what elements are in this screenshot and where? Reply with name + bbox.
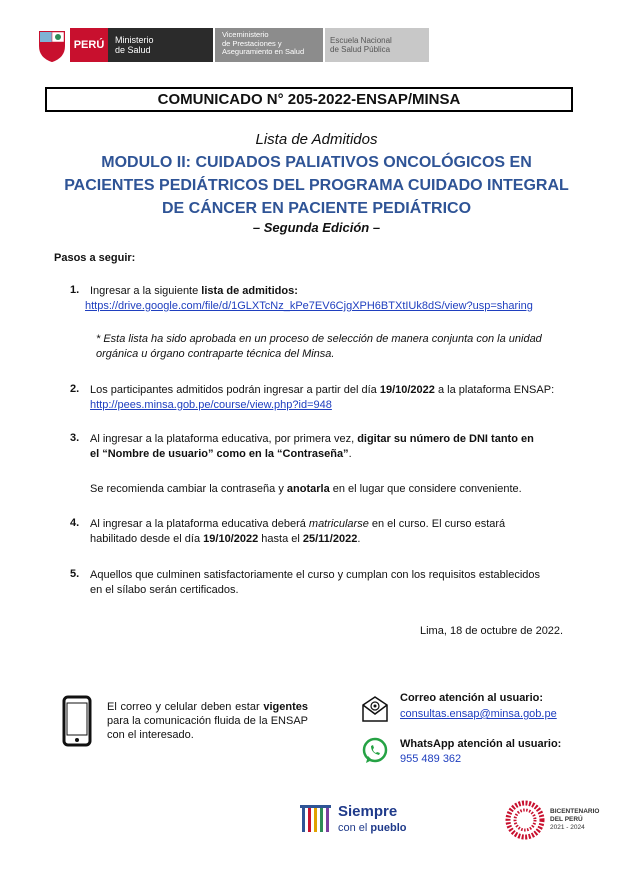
- bicentenario-text: BICENTENARIO DEL PERÚ 2021 - 2024: [550, 808, 600, 831]
- date-place: Lima, 18 de octubre de 2022.: [420, 625, 564, 637]
- peru-label: PERÚ: [70, 28, 108, 62]
- step-3-number: 3.: [70, 432, 80, 444]
- communique-title: COMUNICADO N° 205-2022-ENSAP/MINSA: [45, 87, 573, 112]
- step-3-text: Al ingresar a la plataforma educativa, por primera vez, digitar su número de DNI tanto en: [90, 433, 534, 445]
- ensap-platform-link[interactable]: http://pees.minsa.gob.pe/course/view.php?id=948: [90, 399, 332, 411]
- step-1-note: * Esta lista ha sido aprobada en un proceso de selección de manera conjunta con la unidad orgánica u órgano contraparte técnica del Minsa.: [96, 333, 542, 360]
- ministerio-de-salud-label: Ministerio de Salud: [108, 28, 213, 62]
- module-title: MODULO II: CUIDADOS PALIATIVOS ONCOLÓGICOS EN PACIENTES PEDIÁTRICOS DEL PROGRAMA CUIDADO INTEGRAL DE CÁNCER EN PACIENTE PEDIÁTRICO: [64, 154, 569, 217]
- step-5-text: Aquellos que culminen satisfactoriamente el curso y cumplan con los requisitos establecidos en el sílabo serán certificados.: [90, 569, 541, 596]
- step-1-number: 1.: [70, 284, 80, 296]
- whatsapp-number: 955 489 362: [400, 753, 462, 765]
- viceministerio-label: Viceministerio de Prestaciones y Aseguramiento en Salud: [215, 28, 323, 62]
- bicentenario-logo-icon: [505, 800, 545, 840]
- siempre-con-el-pueblo-logo-icon: [300, 802, 336, 838]
- whatsapp-heading: WhatsApp atención al usuario:: [400, 738, 562, 750]
- step-2-number: 2.: [70, 383, 80, 395]
- step-5-number: 5.: [70, 568, 80, 580]
- step-1-text: Ingresar a la siguiente lista de admitidos:: [90, 285, 298, 297]
- edition-label: – Segunda Edición –: [252, 220, 381, 235]
- steps-heading: Pasos a seguir:: [54, 252, 136, 264]
- step-3-text-line2: el “Nombre de usuario” como en la “Contraseña”.: [90, 448, 352, 460]
- whatsapp-icon: [361, 737, 389, 765]
- siempre-con-el-pueblo-text: Siempre con el pueblo: [338, 803, 407, 834]
- peru-coat-of-arms-logo: [37, 28, 67, 62]
- admitted-list-link[interactable]: https://drive.google.com/file/d/1GLXTcNz_kPe7EV6CjgXPH6BTXtIUk8dS/view?usp=sharing: [85, 300, 533, 312]
- list-subtitle: Lista de Admitidos: [255, 131, 378, 148]
- step-4-number: 4.: [70, 517, 80, 529]
- step-2-text: Los participantes admitidos podrán ingresar a partir del día 19/10/2022 a la plataforma ENSAP:: [90, 384, 555, 396]
- ensap-label: Escuela Nacional de Salud Pública: [325, 28, 429, 62]
- contact-info-notice: El correo y celular deben estar vigentes para la comunicación fluida de la ENSAP con el interesado.: [107, 701, 308, 741]
- support-email-link[interactable]: consultas.ensap@minsa.gob.pe: [400, 708, 557, 720]
- step-3-recommendation: Se recomienda cambiar la contraseña y anotarla en el lugar que considere conveniente.: [90, 483, 522, 495]
- email-envelope-icon: [360, 695, 390, 723]
- email-heading: Correo atención al usuario:: [400, 692, 544, 704]
- mobile-phone-icon: [62, 695, 92, 747]
- step-4-text-line2: habilitado desde el día 19/10/2022 hasta el 25/11/2022.: [90, 533, 361, 545]
- step-4-text: Al ingresar a la plataforma educativa deberá matricularse en el curso. El curso estará: [90, 518, 506, 530]
